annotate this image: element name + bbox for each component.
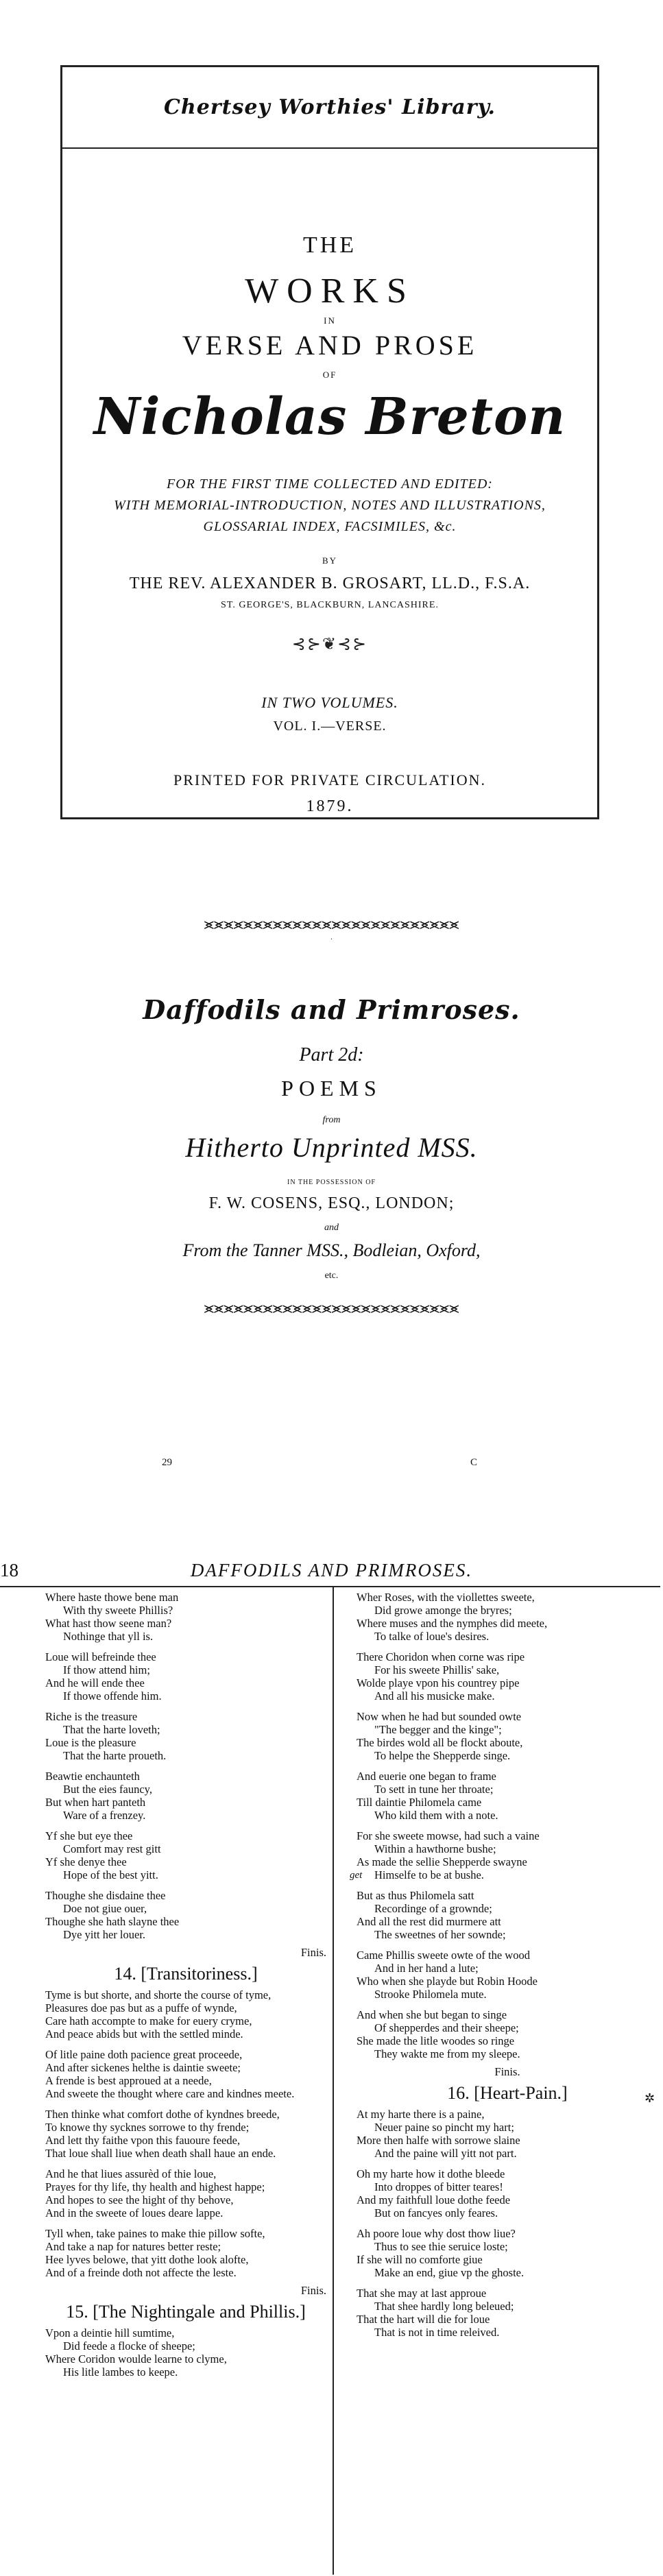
stanza xyxy=(45,1829,326,1881)
title-description xyxy=(62,474,597,538)
stanza xyxy=(357,1949,658,2001)
verse-line: That is not in time releived. xyxy=(374,2326,500,2339)
verse-line: Within a hawthorne bushe; xyxy=(374,1842,496,1855)
verse-line: Strooke Philomela mute. xyxy=(374,1988,487,2001)
verse-line: And when she but began to singe xyxy=(357,2008,507,2021)
editor-place: ST. GEORGE'S, BLACKBURN, LANCASHIRE. xyxy=(221,600,439,610)
title-in: IN xyxy=(324,315,336,326)
half-title-page xyxy=(0,915,663,1546)
poem-heading: 14. [Transitoriness.] xyxy=(114,1964,258,1984)
decorative-border-top: ⪤⪤⪤⪤⪤⪤⪤⪤⪤⪤⪤⪤⪤⪤⪤⪤⪤⪤⪤⪤⪤⪤⪤⪤⪤⪤ xyxy=(204,915,459,932)
verse-line: For she sweete mowse, had such a vaine xyxy=(357,1829,540,1842)
title-works: WORKS xyxy=(245,272,415,311)
section-title: Daffodils and Primroses. xyxy=(143,994,520,1025)
verse-line: Into droppes of bitter teares! xyxy=(374,2180,503,2193)
etc-label: etc. xyxy=(324,1271,339,1281)
owner-name: F. W. COSENS, ESQ., LONDON; xyxy=(208,1194,455,1212)
decorative-border-bottom: ⪤⪤⪤⪤⪤⪤⪤⪤⪤⪤⪤⪤⪤⪤⪤⪤⪤⪤⪤⪤⪤⪤⪤⪤⪤⪤ xyxy=(204,1299,459,1316)
part-label: Part 2d: xyxy=(299,1044,364,1066)
title-the: THE xyxy=(302,232,357,258)
verse-line: His litle lambes to keepe. xyxy=(63,2366,178,2379)
poem-heading: 15. [The Nightingale and Phillis.] xyxy=(66,2302,306,2322)
verse-line: There Choridon when corne was ripe xyxy=(357,1650,525,1663)
running-title: DAFFODILS AND PRIMROSES. xyxy=(190,1560,473,1580)
verse-line: But when hart panteth xyxy=(45,1796,146,1809)
verse-line: Hope of the best yitt. xyxy=(63,1868,158,1881)
verse-line: But on fancyes only feares. xyxy=(374,2206,498,2219)
running-header xyxy=(0,1560,663,1580)
verse-line: Ware of a frenzey. xyxy=(63,1809,146,1822)
verse-line: Who when she playde but Robin Hoode xyxy=(357,1975,538,1988)
description-line-3: GLOSSARIAL INDEX, FACSIMILES, &c. xyxy=(203,519,457,534)
verse-line: Then thinke what comfort dothe of kyndnes breede, xyxy=(45,2108,280,2121)
verse-line: Where haste thowe bene man xyxy=(45,1591,179,1604)
stanza xyxy=(45,1710,326,1762)
verse-line: If thowe offende him. xyxy=(63,1689,162,1702)
verse-line: And he that liues assurèd of thie loue, xyxy=(45,2167,217,2180)
margin-note: get xyxy=(350,1870,363,1881)
verse-line: Thus to see thie seruice loste; xyxy=(374,2240,508,2253)
description-line-2: WITH MEMORIAL-INTRODUCTION, NOTES AND ILLUSTRATIONS, xyxy=(114,498,546,513)
verse-line: She made the litle woodes so ringe xyxy=(357,2034,515,2047)
stanza xyxy=(357,1710,658,1762)
verse-line: That the hart will die for loue xyxy=(357,2313,490,2326)
dot-ornament: · xyxy=(330,936,333,943)
finis-mark: Finis. xyxy=(494,2065,520,2078)
verse-line: And take a nap for natures better reste; xyxy=(45,2240,221,2253)
verse-line: Ah poore loue why dost thow liue? xyxy=(357,2227,516,2240)
verse-line: Thoughe she disdaine thee xyxy=(45,1889,166,1902)
verse-line: At my harte there is a paine, xyxy=(357,2108,485,2121)
title-page-frame xyxy=(60,65,599,819)
verse-line: And the paine will yitt not part. xyxy=(374,2147,517,2160)
verse-line: Care hath accompte to make for euery cryme, xyxy=(45,2014,252,2027)
column-divider xyxy=(333,1587,334,2575)
header-rule xyxy=(0,1586,660,1587)
verse-line: Thoughe she hath slayne thee xyxy=(45,1915,180,1928)
stanza xyxy=(357,1829,658,1881)
stanza xyxy=(357,2227,658,2279)
stanza xyxy=(45,2048,326,2100)
verse-line: And he will ende thee xyxy=(45,1676,145,1689)
verse-line: Vpon a deintie hill sumtime, xyxy=(45,2326,175,2339)
verse-line: Now when he had but sounded owte xyxy=(357,1710,522,1723)
verse-line: Tyll when, take paines to make thie pillow softe, xyxy=(45,2227,265,2240)
manuscripts-label: Hitherto Unprinted MSS. xyxy=(185,1132,478,1163)
volume-number: VOL. I.—VERSE. xyxy=(273,719,387,734)
verse-line: Came Phillis sweete owte of the wood xyxy=(357,1949,530,1962)
series-header xyxy=(62,67,597,149)
ornament-icon: ⊰⊱❦⊰⊱ xyxy=(291,636,368,653)
page-number: 18 xyxy=(0,1560,19,1580)
verse-line: And all the rest did murmere att xyxy=(357,1915,501,1928)
volumes-note: IN TWO VOLUMES. xyxy=(261,694,398,711)
poems-heading: POEMS xyxy=(281,1076,382,1100)
stanza xyxy=(357,2287,658,2339)
stanza xyxy=(45,1770,326,1822)
verse-line: To talke of loue's desires. xyxy=(374,1630,490,1643)
verse-line: But the eies fauncy, xyxy=(63,1783,152,1796)
verse-line: Make an end, giue vp the ghoste. xyxy=(374,2266,525,2279)
verse-line: Where muses and the nymphes did meete, xyxy=(357,1617,548,1630)
verse-line: And of a freinde doth not affecte the leste. xyxy=(45,2266,237,2279)
stanza xyxy=(45,1889,326,1941)
verse-line: With thy sweete Phillis? xyxy=(63,1604,173,1617)
stanza xyxy=(357,1770,658,1822)
verse-line: And sweete the thought where care and kindnes meete. xyxy=(45,2087,295,2100)
verse-line: Himselfe to be at bushe. xyxy=(374,1868,484,1881)
verse-line: To sett in tune her throate; xyxy=(374,1783,494,1796)
publication-year: 1879. xyxy=(306,797,354,815)
verse-line: Yf she but eye thee xyxy=(45,1829,133,1842)
verse-line: Comfort may rest gitt xyxy=(63,1842,161,1855)
verse-line: Dye yitt her louer. xyxy=(63,1928,146,1941)
verse-line: And all his musicke make. xyxy=(374,1689,495,1702)
verse-line: Yf she denye thee xyxy=(45,1855,127,1868)
stanza xyxy=(357,2008,658,2060)
verse-line: And in the sweete of loues deare lappe. xyxy=(45,2206,224,2219)
verse-line: And in her hand a lute; xyxy=(374,1962,479,1975)
verse-line: As made the sellie Shepperde swayne xyxy=(357,1855,527,1868)
verse-line: They wakte me from my sleepe. xyxy=(374,2047,520,2060)
possession-label: IN THE POSSESSION OF xyxy=(287,1179,376,1186)
verse-line: Neuer paine so pincht my hart; xyxy=(374,2121,514,2134)
verse-line: The birdes wold all be flockt aboute, xyxy=(357,1736,523,1749)
verse-line: Oh my harte how it dothe bleede xyxy=(357,2167,505,2180)
verse-line: And my faithfull loue dothe feede xyxy=(357,2193,511,2206)
verse-line: Pleasures doe pas but as a puffe of wynde, xyxy=(45,2001,237,2014)
description-line-1: FOR THE FIRST TIME COLLECTED AND EDITED: xyxy=(167,477,493,492)
title-of: OF xyxy=(322,370,337,380)
finis-mark: Finis. xyxy=(300,1946,326,1959)
verse-line: Did feede a flocke of sheepe; xyxy=(63,2339,195,2352)
verse-line: And peace abids but with the settled minde. xyxy=(45,2027,243,2041)
stanza xyxy=(45,2167,326,2219)
stanza xyxy=(45,1988,326,2041)
verse-line: That the harte loveth; xyxy=(63,1723,160,1736)
verse-line: "The begger and the kinge"; xyxy=(374,1723,502,1736)
verse-line: Wolde playe vpon his countrey pipe xyxy=(357,1676,520,1689)
printed-note: PRINTED FOR PRIVATE CIRCULATION. xyxy=(173,771,486,789)
verse-line: Of shepperdes and their sheepe; xyxy=(374,2021,519,2034)
stanza xyxy=(357,1650,658,1702)
stanza xyxy=(357,2167,658,2219)
verse-line: And lett thy faithe vpon this fauoure feede, xyxy=(45,2134,241,2147)
editor-name: THE REV. ALEXANDER B. GROSART, LL.D., F.S.A. xyxy=(129,575,531,592)
verse-line: Of litle paine doth pacience great proceede, xyxy=(45,2048,243,2061)
verse-line: And euerie one began to frame xyxy=(357,1770,496,1783)
verse-line: More then halfe with sorrowe slaine xyxy=(357,2134,520,2147)
verse-line: Recordinge of a grownde; xyxy=(374,1902,492,1915)
verse-line: The sweetnes of her sownde; xyxy=(374,1928,506,1941)
verse-line: Wher Roses, with the viollettes sweete, xyxy=(357,1591,535,1604)
and-label: and xyxy=(324,1223,339,1233)
verse-line: But as thus Philomela satt xyxy=(357,1889,474,1902)
verse-line: Who kild them with a note. xyxy=(374,1809,498,1822)
stanza xyxy=(45,1650,326,1702)
half-title-page-number: 29 xyxy=(162,1457,172,1468)
verse-line: Tyme is but shorte, and shorte the course of tyme, xyxy=(45,1988,272,2001)
verse-line: Beawtie enchaunteth xyxy=(45,1770,140,1783)
verse-line: And after sickenes helthe is daintie sweete; xyxy=(45,2061,241,2074)
verse-line: Till daintie Philomela came xyxy=(357,1796,482,1809)
stanza xyxy=(45,2227,326,2279)
tanner-source: From the Tanner MSS., Bodleian, Oxford, xyxy=(182,1240,481,1260)
finis-mark: Finis. xyxy=(300,2284,326,2297)
stanza xyxy=(45,1591,326,1643)
verse-line: To helpe the Shepperde singe. xyxy=(374,1749,511,1762)
verse-line: Where Coridon woulde learne to clyme, xyxy=(45,2352,227,2366)
verse-line: If she will no comforte giue xyxy=(357,2253,483,2266)
from-label: from xyxy=(322,1115,341,1125)
verse-line: Doe not giue ouer, xyxy=(63,1902,147,1915)
verse-line: Loue will befreinde thee xyxy=(45,1650,156,1663)
author-name: Nicholas Breton xyxy=(93,387,566,446)
verse-line: That the harte proueth. xyxy=(63,1749,167,1762)
verse-line: And hopes to see the hight of thy behove, xyxy=(45,2193,234,2206)
stanza xyxy=(45,2108,326,2160)
title-verse-prose: VERSE AND PROSE xyxy=(182,330,478,361)
stanza xyxy=(357,1889,658,1941)
verse-line: Nothinge that yll is. xyxy=(63,1630,154,1643)
verse-line: A frende is best approued at a neede, xyxy=(45,2074,212,2087)
star-icon: ✲ xyxy=(644,2091,655,2105)
verse-line: That shee hardly long beleued; xyxy=(374,2300,514,2313)
verse-line: For his sweete Phillis' sake, xyxy=(374,1663,500,1676)
title-page xyxy=(0,65,663,833)
verse-line: To knowe thy sycknes sorrowe to thy frende; xyxy=(45,2121,250,2134)
verse-line: Riche is the treasure xyxy=(45,1710,138,1723)
verse-line: If thow attend him; xyxy=(63,1663,150,1676)
stanza xyxy=(45,2326,326,2379)
title-by: BY xyxy=(322,555,338,566)
verse-line: Hee lyves belowe, that yitt dothe look alofte, xyxy=(45,2253,249,2266)
text-page xyxy=(0,1546,663,2575)
verse-line: That loue shall liue when death shall haue an ende. xyxy=(45,2147,276,2160)
series-title: Chertsey Worthies' Library. xyxy=(164,95,496,119)
stanza xyxy=(357,1591,658,1643)
verse-line: Did growe amonge the bryres; xyxy=(374,1604,512,1617)
poem-heading: 16. [Heart-Pain.] xyxy=(447,2083,568,2103)
left-column xyxy=(45,1591,326,2386)
verse-line: What hast thow seene man? xyxy=(45,1617,172,1630)
verse-line: That she may at last approue xyxy=(357,2287,487,2300)
right-column xyxy=(357,1591,658,2346)
signature-mark: C xyxy=(470,1457,478,1468)
stanza xyxy=(357,2108,658,2160)
verse-line: Prayes for thy life, thy health and highest happe; xyxy=(45,2180,265,2193)
verse-line: Loue is the pleasure xyxy=(45,1736,136,1749)
